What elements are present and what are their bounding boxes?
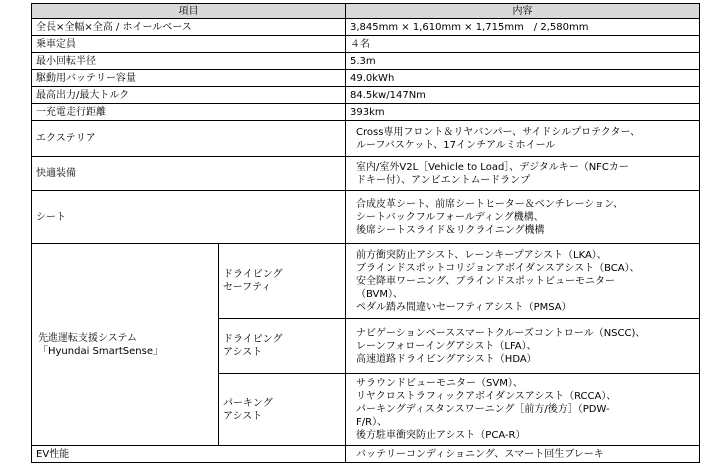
row-value: バッテリーコンディショニング、スマート回生ブレーキ <box>346 446 700 463</box>
table-row <box>32 87 700 104</box>
value-line: 後方駐車衝突防止アシスト（PCA-R） <box>356 430 526 441</box>
adas-sub-label <box>219 244 346 319</box>
sub-label-line: ドライビング <box>223 334 283 345</box>
value-line: 安全降車ワーニング、ブラインドスポットビューモニター <box>356 275 615 287</box>
value-line: ナビゲーションベーススマートクルーズコントロール（NSCC)、 <box>356 327 646 339</box>
adas-value <box>346 374 700 446</box>
row-label: エクステリア <box>32 121 346 157</box>
sub-label-line: アシスト <box>223 347 263 358</box>
value-line: サラウンドビューモニター（SVM）、 <box>356 378 523 389</box>
value-line: レーンフォローイングアシスト（LFA）、 <box>356 340 537 352</box>
value-line: ドキー付）、アンビエントムードランプ <box>356 174 531 186</box>
row-value: 5.3m <box>346 53 700 70</box>
header-row <box>32 4 700 19</box>
row-value: 49.0kWh <box>346 70 700 87</box>
row-label: シート <box>32 191 346 244</box>
value-line: シートバックフルフォールディング機構、 <box>356 211 544 223</box>
row-value: 3,845mm × 1,610mm × 1,715mm / 2,580mm <box>346 19 700 36</box>
sub-label-line: パーキング <box>223 397 273 409</box>
value-line: ルーフバスケット、17インチアルミホイール <box>356 139 556 151</box>
row-value: ４名 <box>346 36 700 53</box>
value-line: 前方衝突防止アシスト、レーンキープアシスト（LKA）、 <box>356 249 607 261</box>
table-row <box>32 121 700 157</box>
table-row <box>32 157 700 191</box>
row-label: EV性能 <box>32 446 346 463</box>
table-row <box>32 446 700 463</box>
sub-label-line: セーフティ <box>223 282 272 293</box>
spec-table <box>31 3 700 463</box>
value-line: 合成皮革シート、前席シートヒーター＆ベンチレーション、 <box>356 198 624 210</box>
value-line: パーキングディスタンスワーニング［前方/後方］（PDW- <box>356 404 610 415</box>
row-label: 最小回転半径 <box>32 53 346 70</box>
row-label: 乗車定員 <box>32 36 346 53</box>
value-line: 室内/室外V2L［Vehicle to Load］、デジタルキー（NFCカー <box>356 161 629 173</box>
value-line: Cross専用フロント＆リヤバンパー、サイドシルプロテクター、 <box>356 126 641 138</box>
row-label: 全長×全幅×全高 / ホイールベース <box>32 19 346 36</box>
sub-label-line: アシスト <box>223 410 263 422</box>
value-line: 高速道路ドライビングアシスト（HDA） <box>356 353 537 365</box>
table-row <box>32 191 700 244</box>
adas-value <box>346 319 700 374</box>
row-label: 駆動用バッテリー容量 <box>32 70 346 87</box>
adas-value <box>346 244 700 319</box>
row-value: 84.5kw/147Nm <box>346 87 700 104</box>
adas-label-line: 「Hyundai SmartSense」 <box>38 345 163 357</box>
table-row <box>32 36 700 53</box>
row-label: 快適装備 <box>32 157 346 191</box>
adas-label-line: 先進運転支援システム <box>38 332 137 344</box>
header-content: 内容 <box>346 4 700 19</box>
value-line: （BVM）、 <box>356 288 404 300</box>
table-row <box>32 53 700 70</box>
row-value <box>346 157 700 191</box>
adas-sub-label <box>219 374 346 446</box>
table-row <box>32 104 700 121</box>
adas-label <box>32 244 219 446</box>
value-line: ブラインドスポットコリジョンアボイダンスアシスト（BCA）、 <box>356 262 640 274</box>
value-line: F/R）、 <box>356 417 388 428</box>
value-line: ペダル踏み間違いセーフティアシスト（PMSA） <box>356 301 572 313</box>
sub-label-line: ドライビング <box>223 269 283 280</box>
value-line: 後席シートスライド＆リクライニング機構 <box>356 224 545 236</box>
adas-row <box>32 244 700 319</box>
table-row <box>32 70 700 87</box>
row-value <box>346 191 700 244</box>
table-row <box>32 19 700 36</box>
row-value <box>346 121 700 157</box>
value-line: リヤクロストラフィックアボイダンスアシスト（RCCA）、 <box>356 391 617 402</box>
row-label: 一充電走行距離 <box>32 104 346 121</box>
row-value: 393km <box>346 104 700 121</box>
row-label: 最高出力/最大トルク <box>32 87 346 104</box>
header-item: 項目 <box>32 4 346 19</box>
adas-sub-label <box>219 319 346 374</box>
